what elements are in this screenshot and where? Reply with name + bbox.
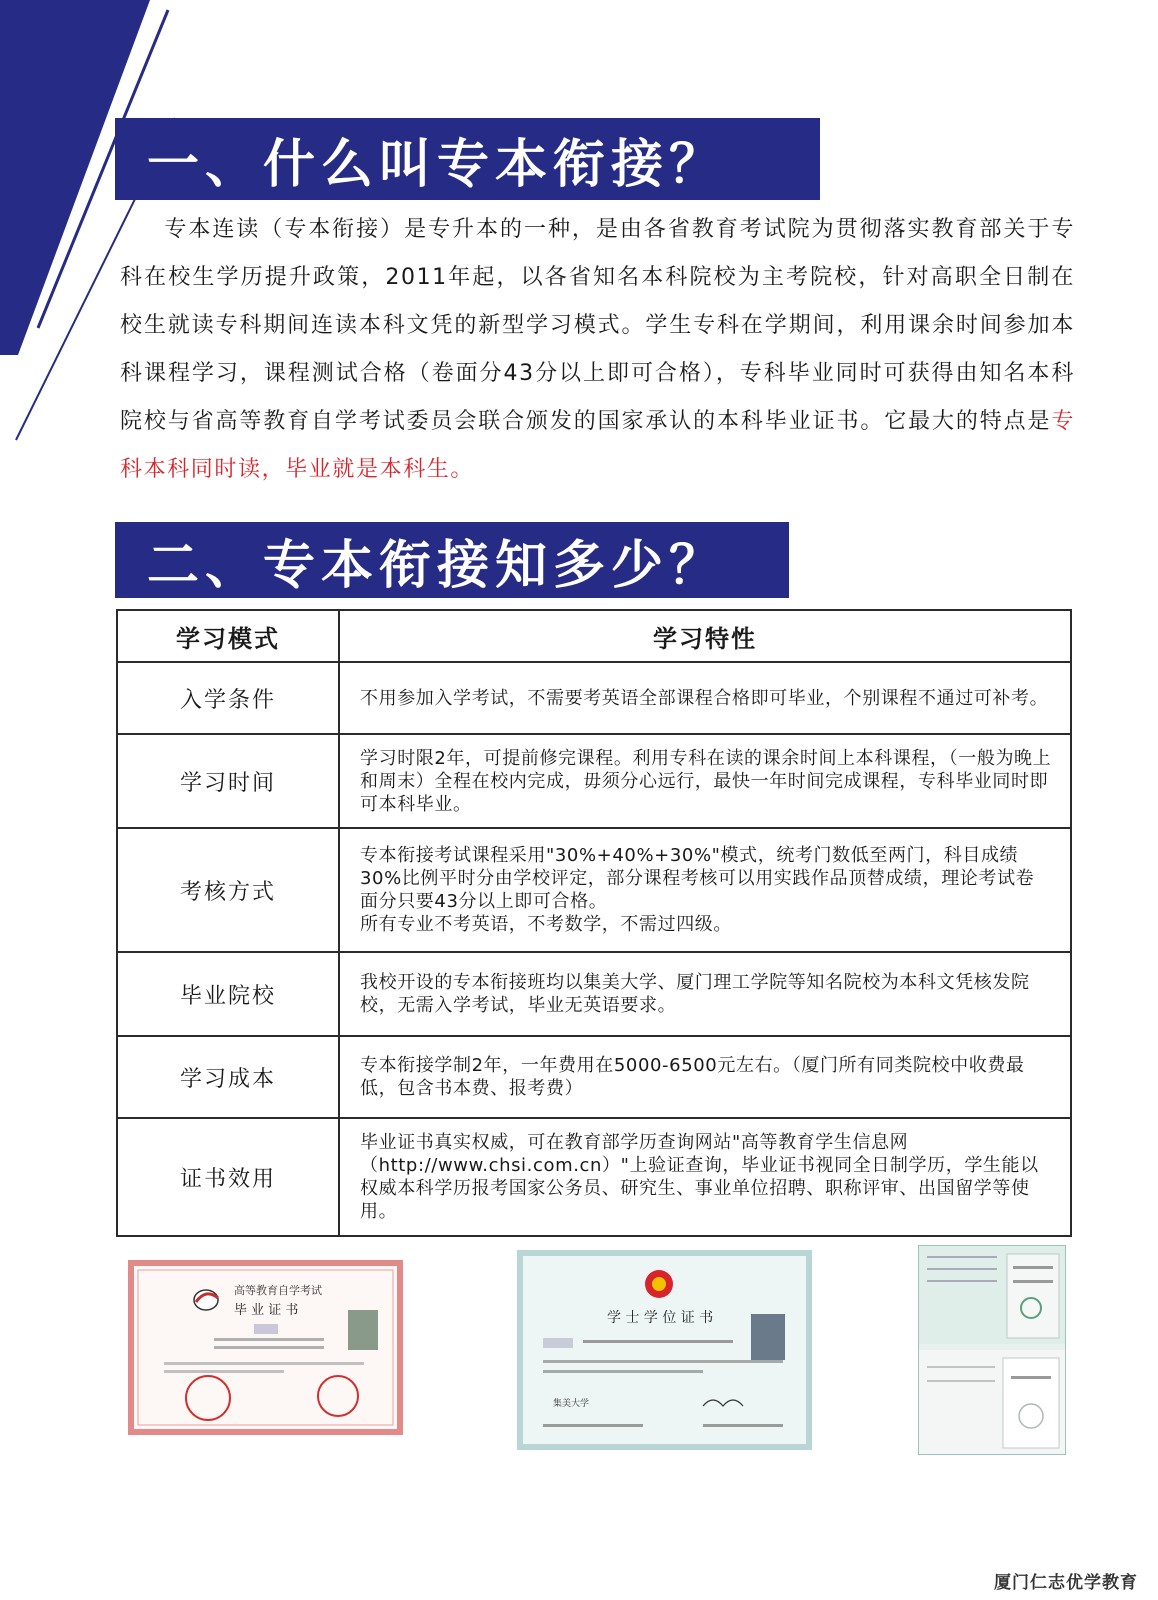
table-row (117, 734, 1071, 828)
footer-brand: 厦门仁志优学教育 (994, 1573, 1138, 1593)
row-desc (339, 662, 1071, 734)
row-mode: 考核方式 (117, 828, 339, 952)
table-row (117, 1036, 1071, 1118)
desc-line: 专本衔接学制2年，一年费用在5000-6500元左右。（厦门所有同类院校中收费最低，包含书本费、报考费） (360, 1055, 1025, 1099)
desc-line: 所有专业不考英语，不考数学，不需过四级。 (360, 914, 732, 935)
desc-line: 我校开设的专本衔接班均以集美大学、厦门理工学院等知名院校为本科文凭核发院校，无需入学考试，毕业无英语要求。 (360, 972, 1030, 1016)
intro-highlight: 专科本科同时读，毕业就是本科生。 (120, 409, 1075, 482)
table-header-row (117, 610, 1071, 662)
row-mode: 毕业院校 (117, 952, 339, 1036)
intro-text: 专本连读（专本衔接）是专升本的一种，是由各省教育考试院为贯彻落实教育部关于专科在校生学历提升政策，2011年起，以各省知名本科院校为主考院校，针对高职全日制在校生就读专科期间连读本科文凭的新型学习模式。学生专科在学期间，利用课余时间参加本科课程学习，课程测试合格（卷面分43分以上即可合格），专科毕业同时可获得由知名本科院校与省高等教育自学考试委员会联合颁发的国家承认的本科毕业证书。它最大的特点是 (120, 217, 1075, 434)
cert2-title: 学 士 学 位 证 书 (607, 1310, 714, 1326)
cert1-line2: 毕 业 证 书 (234, 1303, 299, 1318)
desc-line: 不用参加入学考试，不需要考英语全部课程合格即可毕业，个别课程不通过可补考。 (360, 687, 1049, 709)
intro-paragraph (120, 206, 1075, 494)
row-desc (339, 1118, 1071, 1236)
certificate-booklet-image (918, 1245, 1066, 1455)
study-mode-table (116, 609, 1072, 1237)
header-study-mode: 学习模式 (117, 610, 339, 662)
header-study-feature: 学习特性 (339, 610, 1071, 662)
row-mode: 学习时间 (117, 734, 339, 828)
row-mode: 入学条件 (117, 662, 339, 734)
bachelor-degree-certificate-image (517, 1250, 812, 1450)
graduation-certificate-image (128, 1260, 403, 1435)
table-row (117, 1118, 1071, 1236)
table-row (117, 952, 1071, 1036)
desc-line: 毕业证书真实权威，可在教育部学历查询网站"高等教育学生信息网（http://www.chsi.com.cn）"上验证查询，毕业证书视同全日制学历，学生能以权威本科学历报考国家公务员、研究生、事业单位招聘、职称评审、出国留学等使用。 (360, 1132, 1039, 1222)
row-desc (339, 828, 1071, 952)
cert2-school: 集美大学 (553, 1399, 590, 1409)
section-2-title: 二、专本衔接知多少？ (115, 522, 789, 598)
desc-line: 学习时限2年，可提前修完课程。利用专科在读的课余时间上本科课程，（一般为晚上和周末）全程在校内完成，毋须分心远行，最快一年时间完成课程，专科毕业同时即可本科毕业。 (360, 747, 1052, 815)
section-1-title: 一、什么叫专本衔接？ (115, 118, 820, 200)
desc-line: 专本衔接考试课程采用"30%+40%+30%"模式，统考门数低至两门，科目成绩30%比例平时分由学校评定，部分课程考核可以用实践作品顶替成绩，理论考试卷面分只要43分以上即可合格。 (360, 845, 1035, 912)
cert1-line1: 高等教育自学考试 (234, 1284, 322, 1297)
row-mode: 学习成本 (117, 1036, 339, 1118)
table-row (117, 662, 1071, 734)
row-mode: 证书效用 (117, 1118, 339, 1236)
row-desc (339, 1036, 1071, 1118)
row-desc (339, 734, 1071, 828)
table-row (117, 828, 1071, 952)
row-desc (339, 952, 1071, 1036)
